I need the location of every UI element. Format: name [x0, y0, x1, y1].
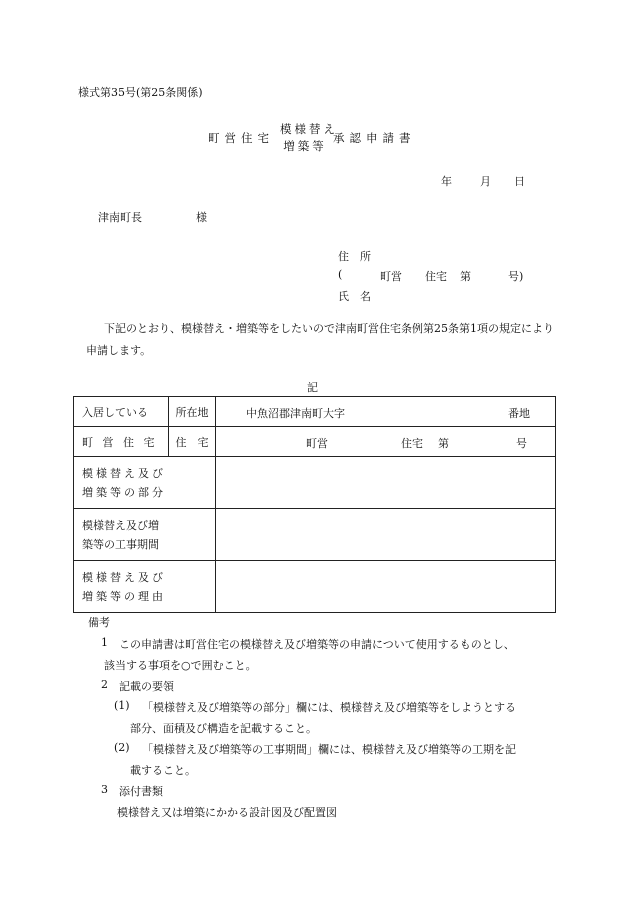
- table-row-housing: [74, 427, 556, 457]
- title-part-2: 承認申請書: [333, 131, 416, 145]
- applicant-housing: 住宅: [425, 270, 447, 283]
- housing-town: 町営: [306, 436, 328, 450]
- note-1-line-1: この申請書は町営住宅の模様替え及び増築等の申請について使用するものとし、: [119, 638, 515, 651]
- intro-text: 下記のとおり、模様替え・増築等をしたいので津南町営住宅条例第25条第1項の規定により申請します。: [86, 322, 554, 357]
- housing-gou: 号: [516, 436, 527, 450]
- notes-heading: 備考: [88, 616, 110, 629]
- location-label: 所在地: [169, 397, 216, 427]
- title-stack: [280, 121, 338, 155]
- housing-value-cell[interactable]: [216, 427, 556, 457]
- applicant-town: 町営: [380, 270, 402, 283]
- note-2-2-number: (2): [114, 741, 130, 754]
- resident-label-2: 町 営 住 宅: [74, 427, 169, 457]
- addressee-name: 津南町長: [98, 211, 142, 224]
- period-label-cell: [74, 509, 216, 561]
- application-table: [73, 396, 556, 613]
- note-2-2-line-1: 「模様替え及び増築等の工事期間」欄には、模様替え及び増築等の工期を記: [142, 743, 516, 756]
- note-2-1-number: (1): [114, 699, 130, 712]
- housing-label: 住 宅: [169, 427, 216, 457]
- note-3-text: 添付書類: [119, 785, 163, 798]
- title-stack-top: 模様替え: [280, 122, 338, 136]
- note-3-line-1: 模様替え又は増築にかかる設計図及び配置図: [117, 806, 337, 819]
- date-month-label: 月: [480, 175, 491, 188]
- table-row-period: [74, 509, 556, 561]
- title-part-1: 町営住宅: [208, 131, 274, 145]
- date-year-label: 年: [441, 175, 452, 188]
- housing-housing: 住宅: [401, 436, 423, 450]
- reason-label-2: 増築等の理由: [82, 589, 166, 603]
- note-2-1-line-2: 部分、面積及び構造を記載すること。: [130, 722, 317, 735]
- part-value-cell[interactable]: [216, 457, 556, 509]
- location-value-cell[interactable]: [216, 397, 556, 427]
- table-row-reason: [74, 561, 556, 613]
- applicant-gou: 号): [508, 270, 524, 283]
- resident-label-1: 入居している: [74, 397, 169, 427]
- housing-dai: 第: [438, 436, 449, 450]
- banchi-label: 番地: [508, 406, 530, 420]
- note-2-text: 記載の要領: [119, 680, 174, 693]
- table-row-location: [74, 397, 556, 427]
- addressee-honorific: 様: [196, 211, 207, 224]
- period-label-1: 模様替え及び増: [82, 518, 159, 532]
- reason-label-cell: [74, 561, 216, 613]
- note-2-number: 2: [101, 678, 108, 691]
- form-number: 様式第35号(第25条関係): [78, 86, 203, 99]
- note-2-1-line-1: 「模様替え及び増築等の部分」欄には、模様替え及び増築等をしようとする: [142, 701, 516, 714]
- date-day-label: 日: [514, 175, 525, 188]
- period-label-2: 築等の工事期間: [82, 537, 159, 551]
- location-value: 中魚沼郡津南町大字: [246, 406, 345, 420]
- note-1-line-2: 該当する事項を○で囲むこと。: [104, 659, 257, 672]
- note-3-number: 3: [101, 783, 108, 796]
- period-value-cell[interactable]: [216, 509, 556, 561]
- table-row-part: [74, 457, 556, 509]
- part-label-2: 増築等の部分: [82, 485, 166, 499]
- note-2-2-line-2: 載すること。: [130, 764, 196, 777]
- title-stack-bottom: 増築等: [283, 139, 327, 153]
- part-label-cell: [74, 457, 216, 509]
- applicant-dai: 第: [460, 270, 471, 283]
- part-label-1: 模様替え及び: [82, 466, 166, 480]
- applicant-paren-open: (: [338, 268, 343, 281]
- reason-label-1: 模様替え及び: [82, 570, 166, 584]
- applicant-name-label: 氏 名: [338, 290, 371, 303]
- note-1-number: 1: [101, 636, 108, 649]
- reason-value-cell[interactable]: [216, 561, 556, 613]
- ki-label: 記: [307, 381, 318, 394]
- applicant-address-label: 住 所: [338, 250, 371, 263]
